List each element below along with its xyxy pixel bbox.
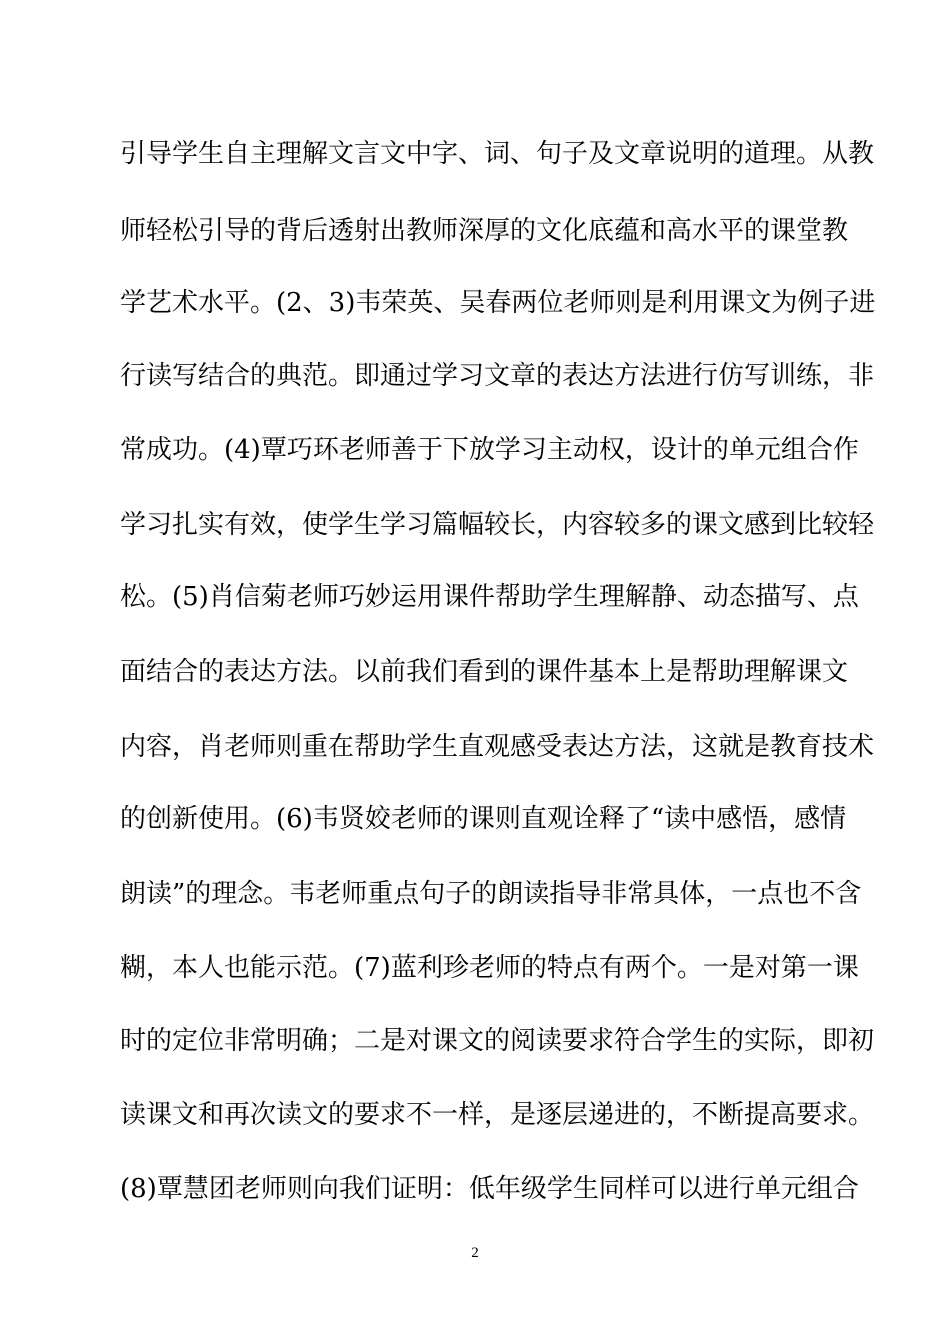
text-line-7: 松。(5)肖信菊老师巧妙运用课件帮助学生理解静、动态描写、点: [120, 582, 859, 612]
text-line-12: 糊，本人也能示范。(7)蓝利珍老师的特点有两个。一是对第一课: [120, 953, 859, 983]
text-line-11: 朗读”的理念。韦老师重点句子的朗读指导非常具体，一点也不含: [120, 879, 862, 909]
text-line-9: 内容，肖老师则重在帮助学生直观感受表达方法，这就是教育技术: [120, 732, 875, 762]
text-line-5: 常成功。(4)覃巧环老师善于下放学习主动权，设计的单元组合作: [120, 435, 859, 465]
text-line-13: 时的定位非常明确；二是对课文的阅读要求符合学生的实际，即初: [120, 1026, 875, 1056]
text-line-10: 的创新使用。(6)韦贤姣老师的课则直观诠释了“读中感悟，感情: [120, 804, 847, 834]
text-line-2: 师轻松引导的背后透射出教师深厚的文化底蕴和高水平的课堂教: [120, 216, 849, 246]
page-number: 2: [471, 1245, 479, 1261]
text-line-14: 读课文和再次读文的要求不一样，是逐层递进的，不断提高要求。: [120, 1100, 875, 1130]
text-line-8: 面结合的表达方法。以前我们看到的课件基本上是帮助理解课文: [120, 657, 849, 687]
text-line-3: 学艺术水平。(2、3)韦荣英、吴春两位老师则是利用课文为例子进: [120, 288, 876, 318]
text-line-4: 行读写结合的典范。即通过学习文章的表达方法进行仿写训练，非: [120, 361, 875, 391]
text-line-15: (8)覃慧团老师则向我们证明：低年级学生同样可以进行单元组合: [120, 1174, 859, 1204]
text-line-6: 学习扎实有效，使学生学习篇幅较长，内容较多的课文感到比较轻: [120, 510, 875, 540]
text-line-1: 引导学生自主理解文言文中字、词、句子及文章说明的道理。从教: [120, 139, 875, 169]
